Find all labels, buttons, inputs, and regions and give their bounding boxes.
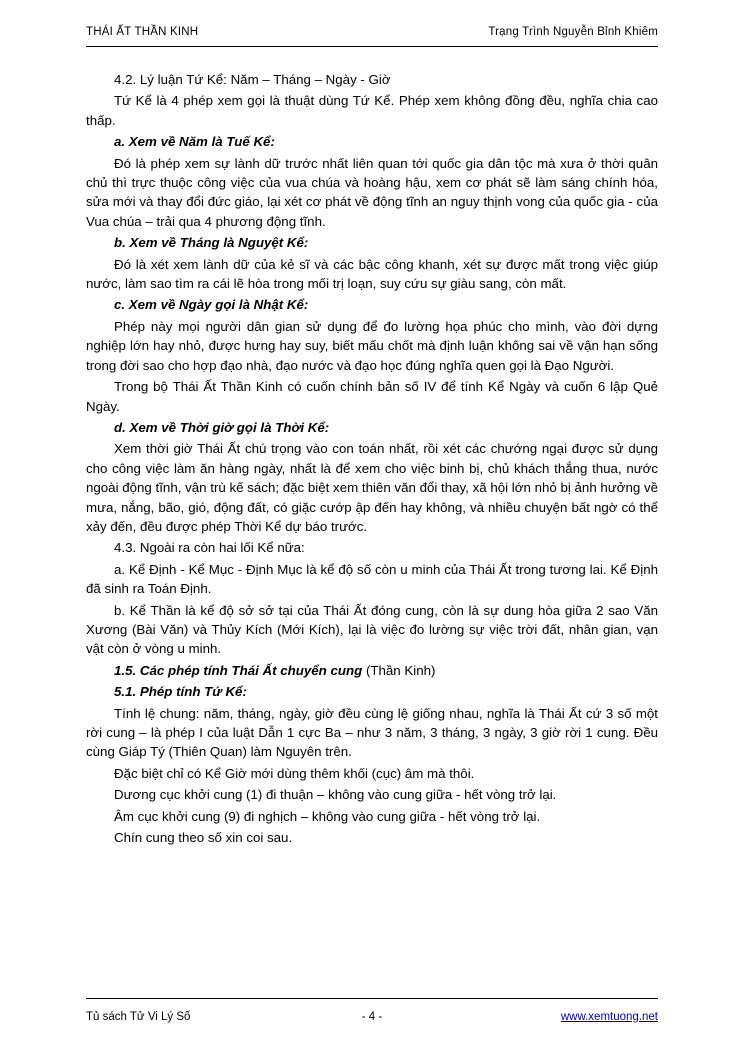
heading-1-5: [86, 661, 658, 680]
paragraph-chin-cung: Chín cung theo số xin coi sau.: [114, 830, 293, 846]
header-left-title: THÁI ẤT THẦN KINH: [86, 26, 199, 38]
heading-b-thang-nguyet-ke: b. Xem về Tháng là Nguyệt Kể:: [114, 235, 309, 251]
paragraph-5-1-body: Tính lệ chung: năm, tháng, ngày, giờ đều cùng lệ giống nhau, nghĩa là Thái Ất cứ 3 số một rời cung – là phép I của luật Dẫn 1 cực Ba – như 3 năm, 3 tháng, 3 ngày, 3 giờ rời 1 cung. Đều cùng Giáp Tý (Thiên Quan) làm Nguyên trên.: [86, 705, 658, 760]
heading-1-5-rest: (Thần Kinh): [362, 662, 436, 678]
footer-website-link[interactable]: www.xemtuong.net: [560, 1011, 658, 1023]
heading-5-1: 5.1. Phép tính Tứ Kể:: [114, 684, 247, 700]
paragraph-d-body: Xem thời giờ Thái Ất chú trọng vào con toán nhất, rồi xét các chướng ngại được sử dụng cho công việc làm ăn hàng ngày, nhất là để xem cho việc binh bị, chủ khách thắng thua, nước ngoài động tĩnh, vận trù kế sách; đặc biệt xem thiên văn đổi thay, xã hội lớn nhỏ bị ảnh hưởng về mưa, nắng, bão, gió, động đất, có giặc cướp ập đến hay không, và nhiều chuyện bất ngờ có thể xảy đến, đều được phép Thời Kể dự báo trước.: [86, 441, 658, 534]
paragraph-c-note: Trong bộ Thái Ất Thần Kinh có cuốn chính bản số IV để tính Kể Ngày và cuốn 6 lập Quẻ Ngày.: [86, 379, 658, 414]
document-body: [86, 70, 658, 849]
section-heading-4-3: 4.3. Ngoài ra còn hai lối Kể nữa:: [114, 540, 305, 556]
heading-a-nam-tue-ke: a. Xem về Năm là Tuế Kể:: [114, 134, 275, 150]
footer-divider: [86, 998, 658, 999]
paragraph-ke-gio: Đặc biệt chỉ có Kể Giờ mới dùng thêm khối (cục) âm mà thôi.: [114, 765, 475, 781]
paragraph-b-body: Đó là xét xem lành dữ của kẻ sĩ và các bậc công khanh, xét sự được mất trong việc giúp nước, làm sao tìm ra cái lẽ hòa trong mối trị loạn, suy cứu sự giàu sang, còn mất.: [86, 256, 658, 292]
page-header: [86, 26, 658, 38]
heading-d-thoi-gio-thoi-ke: d. Xem về Thời giờ gọi là Thời Kể:: [114, 419, 330, 435]
paragraph-duong-cuc: Dương cục khởi cung (1) đi thuận – không vào cung giữa - hết vòng trở lại.: [114, 787, 557, 803]
paragraph-c-body: Phép này mọi người dân gian sử dụng để đo lường họa phúc cho mình, vào đời dựng nghiệp lớn hay nhỏ, được hưng hay suy, biết mấu chốt mà định luận không sai về vận hạn sống trong đời sao cho hợp đạo nhà, đạo nước và đạo học đúng nghĩa quen gọi là Đạo Người.: [86, 318, 658, 373]
paragraph-a-body: Đó là phép xem sự lành dữ trước nhất liên quan tới quốc gia dân tộc mà xưa ở thời quân chủ thì trực thuộc công việc của vua chúa và hoàng hậu, xem cơ phát sẽ làm sáng chính hóa, sửa mới và thay đổi đức giáo, lại xét cơ phát về động tĩnh an nguy thịnh vong của quốc gia - của Vua chúa – trải qua 4 phương động tĩnh.: [86, 155, 658, 229]
paragraph-4-3-b: b. Kể Thần là kể độ sở sở tại của Thái Ất đóng cung, còn là sự dung hòa giữa 2 sao Văn Xương (Bài Văn) và Thủy Kích (Mới Kích), lại là việc đo lường sự việc trời đất, nhân gian, vạn vật còn ở vòng u minh.: [86, 602, 658, 657]
section-heading-4-2: 4.2. Lý luận Tứ Kể: Năm – Tháng – Ngày - Giờ: [114, 72, 391, 87]
paragraph-am-cuc: Âm cục khởi cung (9) đi nghịch – không vào cung giữa - hết vòng trở lại.: [114, 808, 541, 824]
heading-c-ngay-nhat-ke: c. Xem về Ngày gọi là Nhật Kể:: [114, 297, 309, 313]
paragraph-tu-ke-intro: Tứ Kể là 4 phép xem gọi là thuật dùng Tứ Kể. Phép xem không đồng đều, nghĩa chia cao thấp.: [86, 93, 658, 128]
paragraph-4-3-a: a. Kể Định - Kể Mục - Định Mục là kể độ số còn u minh của Thái Ất trong tương lai. Kể Định đã sinh ra Toán Định.: [86, 561, 658, 597]
header-right-title: Trạng Trình Nguyễn Bỉnh Khiêm: [488, 26, 658, 38]
heading-1-5-bold: 1.5. Các phép tính Thái Ất chuyển cung: [114, 662, 363, 678]
footer-left-text: Tủ sách Tử Vi Lý Số: [86, 1011, 191, 1023]
footer-page-number: - 4 -: [361, 1011, 383, 1023]
header-divider: [86, 46, 658, 47]
